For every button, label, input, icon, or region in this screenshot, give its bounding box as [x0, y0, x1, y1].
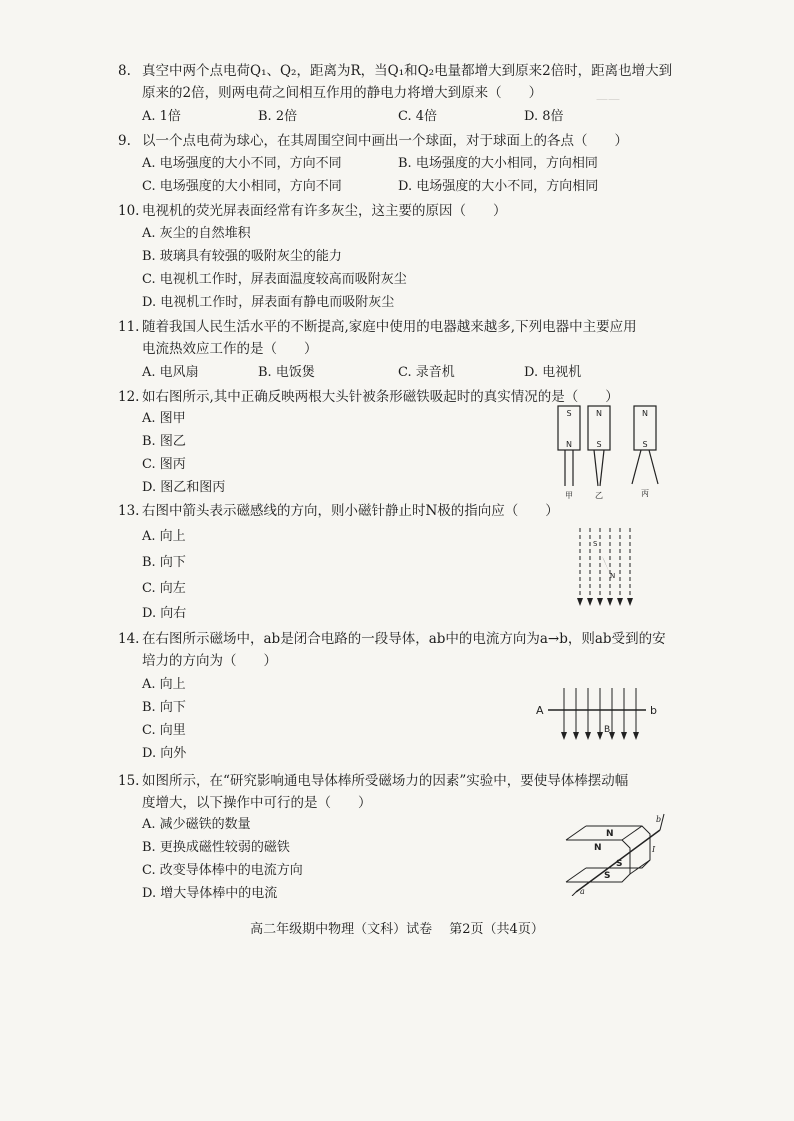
option: B. 电饭煲: [258, 365, 315, 380]
question-number: 14.: [118, 631, 140, 647]
current-label: I: [652, 845, 656, 854]
needle-pole-label: S: [593, 540, 598, 548]
option: C. 4倍: [398, 109, 438, 124]
question-text: 如图所示，在“研究影响通电导体棒所受磁场力的因素”实验中，要使导体棒摆动幅: [142, 773, 629, 789]
pole-label: N: [594, 843, 602, 853]
option: C. 向左: [142, 581, 186, 596]
figure-q14: [534, 686, 664, 748]
option: A. 向上: [142, 677, 186, 692]
option: C. 图丙: [142, 457, 186, 472]
question-14: [118, 628, 666, 650]
question-12: [118, 386, 619, 408]
question-number: 11.: [118, 319, 140, 335]
option: A. 电场强度的大小不同，方向不同: [142, 156, 342, 171]
question-number: 13.: [118, 503, 140, 519]
figure-label: 甲: [565, 491, 573, 500]
option: A. 1倍: [142, 109, 181, 124]
needle-pole-label: N: [610, 572, 616, 580]
question-11: [118, 316, 637, 338]
option: C. 电场强度的大小相同，方向不同: [142, 179, 342, 194]
option: D. 增大导体棒中的电流: [142, 886, 278, 901]
pole-label: S: [642, 440, 648, 449]
question-text: 在右图所示磁场中，ab是闭合电路的一段导体，ab中的电流方向为a→b，则ab受到的安: [142, 631, 666, 647]
point-label: A: [536, 704, 544, 717]
question-number: 8.: [118, 63, 131, 79]
figure-label: 丙: [641, 489, 649, 498]
question-15-line2: 度增大，以下操作中可行的是（ ）: [142, 795, 372, 811]
question-9: [118, 130, 628, 152]
option: C. 电视机工作时，屏表面温度较高而吸附灰尘: [142, 272, 407, 287]
figure-q12: [548, 404, 668, 500]
question-number: 12.: [118, 389, 140, 405]
field-label: B: [604, 725, 611, 735]
question-11-line2: 电流热效应工作的是（ ）: [142, 341, 318, 357]
bleed-through: ——: [596, 92, 620, 106]
option: C. 向里: [142, 723, 186, 738]
point-label: b: [650, 704, 657, 717]
question-10: [118, 200, 507, 222]
option: D. 电场强度的大小不同，方向相同: [398, 179, 599, 194]
option: A. 减少磁铁的数量: [142, 817, 251, 832]
question-14-line2: 培力的方向为（ ）: [142, 653, 277, 669]
question-number: 15.: [118, 773, 140, 789]
page-footer: 高二年级期中物理（文科）试卷 第2页（共4页）: [250, 922, 544, 937]
pole-label: S: [566, 409, 572, 418]
pole-label: N: [566, 440, 572, 449]
pole-label: N: [642, 409, 648, 418]
figure-q15: [546, 812, 670, 896]
option: B. 玻璃具有较强的吸附灰尘的能力: [142, 249, 342, 264]
option: D. 向右: [142, 606, 187, 621]
option: D. 电视机: [524, 365, 582, 380]
option: A. 图甲: [142, 411, 186, 426]
pole-label: S: [604, 871, 611, 881]
option: D. 8倍: [524, 109, 564, 124]
question-8: [118, 60, 672, 82]
pole-label: S: [616, 859, 623, 869]
question-number: 10.: [118, 203, 140, 219]
question-text: 电视机的荧光屏表面经常有许多灰尘，这主要的原因（ ）: [142, 203, 507, 219]
question-text: 右图中箭头表示磁感线的方向，则小磁针静止时N极的指向应（ ）: [142, 503, 559, 519]
figure-q13: [572, 526, 638, 610]
option: B. 更换成磁性较弱的磁铁: [142, 840, 290, 855]
rod-label: a: [580, 887, 585, 896]
question-8-line2: 原来的2倍，则两电荷之间相互作用的静电力将增大到原来（ ）: [142, 85, 543, 101]
question-text: 真空中两个点电荷Q₁、Q₂，距离为R，当Q₁和Q₂电量都增大到原来2倍时，距离也增大到: [142, 63, 673, 79]
option: D. 图乙和图丙: [142, 480, 226, 495]
option: B. 图乙: [142, 434, 186, 449]
pole-label: N: [596, 409, 602, 418]
question-text: 如右图所示,其中正确反映两根大头针被条形磁铁吸起时的真实情况的是（ ）: [142, 389, 619, 405]
pole-label: S: [596, 440, 602, 449]
option: C. 改变导体棒中的电流方向: [142, 863, 303, 878]
option: A. 灰尘的自然堆积: [142, 226, 251, 241]
figure-label: 乙: [595, 491, 603, 500]
pole-label: N: [606, 829, 614, 839]
option: B. 2倍: [258, 109, 298, 124]
question-13: [118, 500, 559, 522]
question-15: [118, 770, 628, 792]
option: B. 向下: [142, 555, 186, 570]
option: B. 电场强度的大小相同，方向相同: [398, 156, 598, 171]
option: A. 向上: [142, 529, 186, 544]
option: B. 向下: [142, 700, 186, 715]
question-number: 9.: [118, 133, 131, 149]
option: D. 电视机工作时，屏表面有静电而吸附灰尘: [142, 295, 395, 310]
compass-needle: [596, 544, 610, 574]
option: A. 电风扇: [142, 365, 199, 380]
option: D. 向外: [142, 746, 187, 761]
option: C. 录音机: [398, 365, 455, 380]
rod-label: b: [656, 815, 662, 824]
question-text: 随着我国人民生活水平的不断提高,家庭中使用的电器越来越多,下列电器中主要应用: [142, 319, 637, 335]
question-text: 以一个点电荷为球心，在其周围空间中画出一个球面，对于球面上的各点（ ）: [142, 133, 628, 149]
